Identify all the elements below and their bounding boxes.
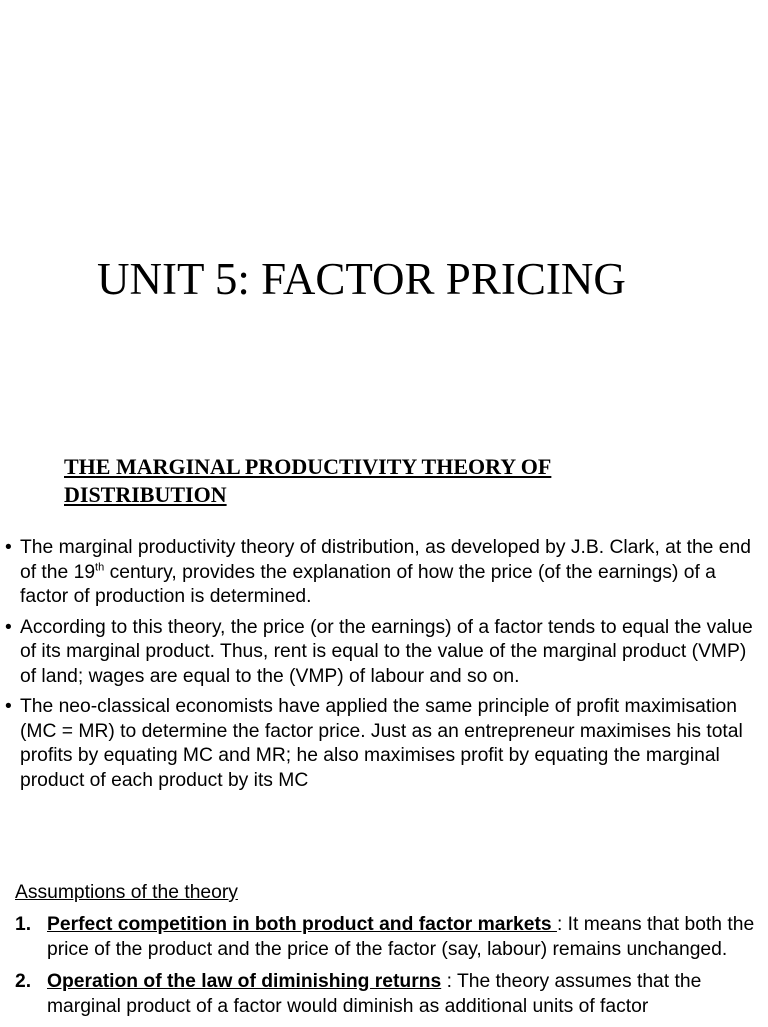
bullet-text: According to this theory, the price (or the earnings) of a factor tends to equal the value of its marginal product. Thus, rent is equal to the value of the marginal product (VMP) of land; wages are equal to the (VMP) of labour and so on. xyxy=(20,616,753,687)
assumptions-heading: Assumptions of the theory xyxy=(15,882,238,903)
assumption-term: Perfect competition in both product and factor markets xyxy=(47,914,557,935)
bullet-item xyxy=(0,536,768,610)
assumption-text: : The theory assumes that the marginal product of a factor would diminish as additional units of factor xyxy=(47,971,702,1017)
bullet-text: The marginal productivity theory of distribution, as developed by J.B. Clark, at the end of the 19th century, provides the explanation of how the price (of the earnings) of a factor of production is determined. xyxy=(20,537,751,607)
bullet-list xyxy=(0,536,768,799)
assumption-number: 1. xyxy=(15,914,32,935)
superscript: th xyxy=(95,561,105,574)
slide-title: UNIT 5: FACTOR PRICING xyxy=(97,254,626,304)
section-heading: THE MARGINAL PRODUCTIVITY THEORY OF DISTRIBUTION xyxy=(64,454,552,507)
bullet-item xyxy=(0,616,768,690)
assumption-item xyxy=(0,970,768,1019)
bullet-dot-icon: • xyxy=(5,537,12,558)
assumption-number: 2. xyxy=(15,971,32,992)
assumptions-list xyxy=(0,913,768,1027)
assumption-item xyxy=(0,913,768,962)
bullet-text: The neo-classical economists have applied the same principle of profit maximisation (MC = MR) to determine the factor price. Just as an entrepreneur maximises his total profits by equating MC and MR; he also maximises profit by equating the marginal product of each product by its MC xyxy=(20,696,743,791)
assumption-term: Operation of the law of diminishing returns xyxy=(47,971,442,992)
bullet-dot-icon: • xyxy=(5,696,12,717)
bullet-item xyxy=(0,695,768,793)
assumption-text: : It means that both the price of the product and the price of the factor (say, labour) remains unchanged. xyxy=(47,914,755,960)
bullet-dot-icon: • xyxy=(5,616,12,638)
